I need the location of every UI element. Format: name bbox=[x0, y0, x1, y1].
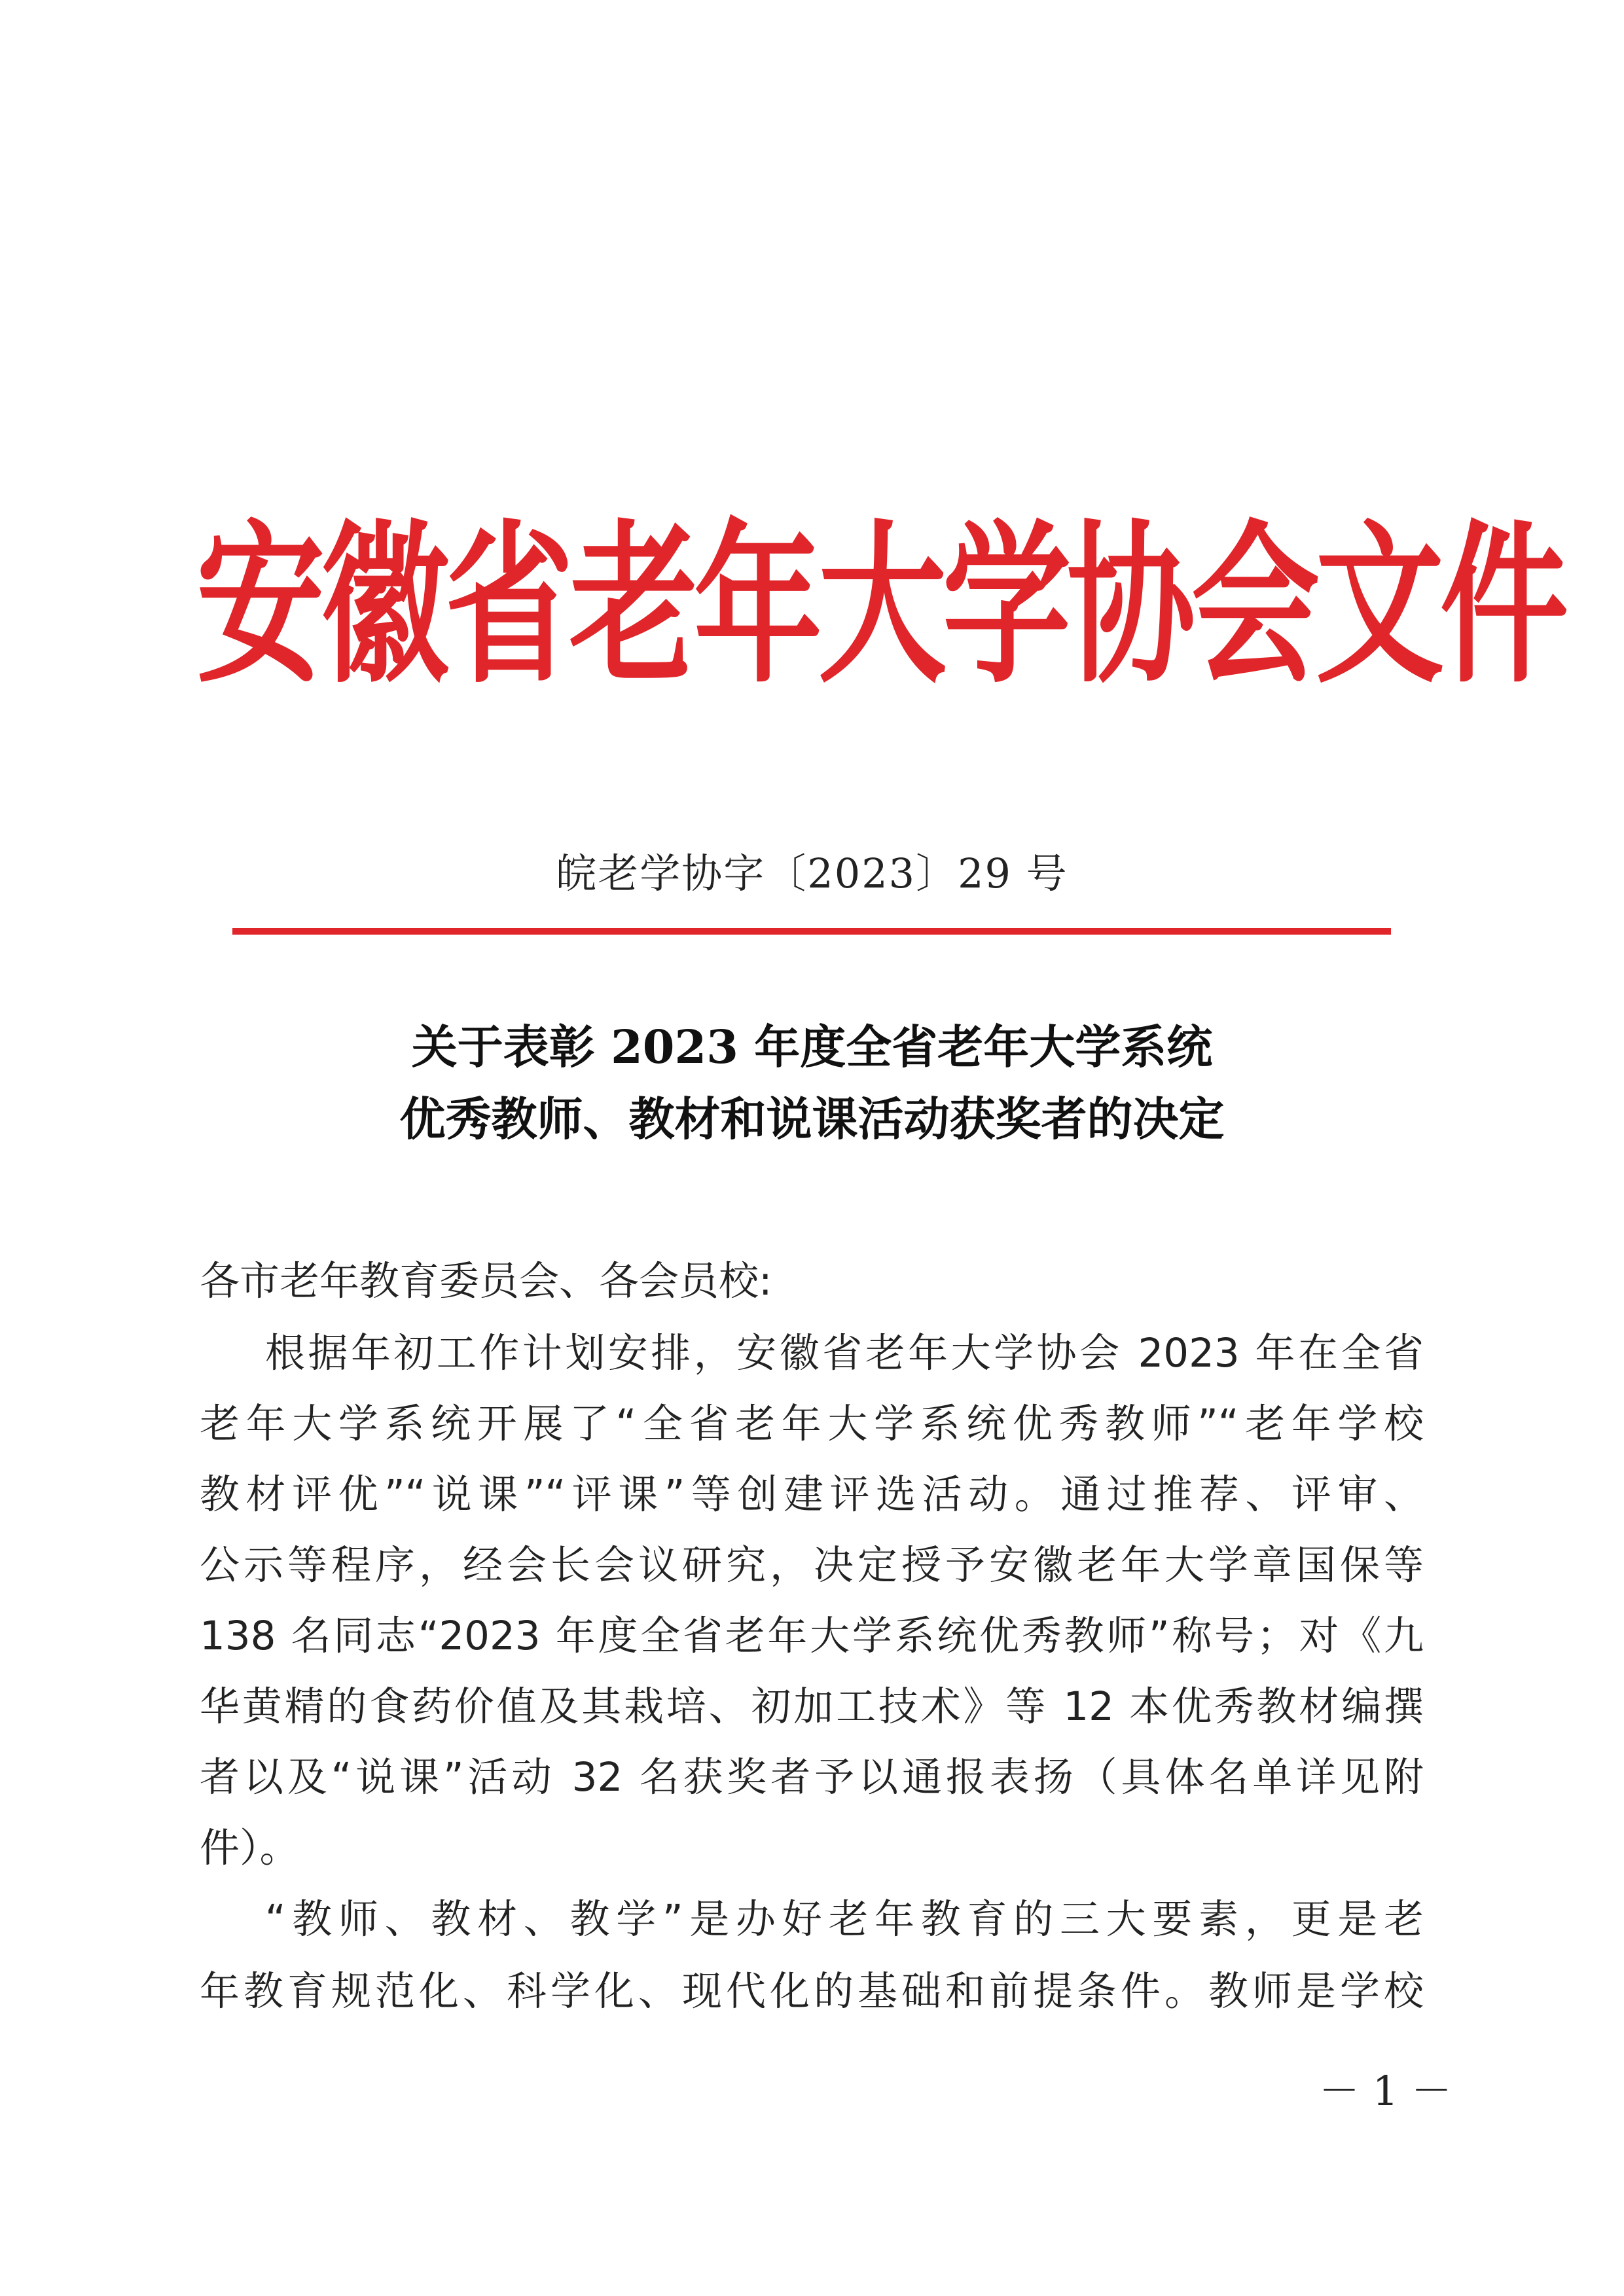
paragraph-1-line-6: 华黄精的食药价值及其栽培、初加工技术》等 12 本优秀教材编撰 bbox=[200, 1683, 1424, 1730]
paragraph-1-line-8: 件）。 bbox=[200, 1825, 300, 1871]
salutation: 各市老年教育委员会、各会员校: bbox=[200, 1258, 772, 1304]
document-title-line-1: 关于表彰 2023 年度全省老年大学系统 bbox=[411, 1020, 1213, 1074]
paragraph-1-line-5: 138 名同志“2023 年度全省老年大学系统优秀教师”称号；对《九 bbox=[200, 1613, 1424, 1659]
paragraph-2-line-1: “教师、教材、教学”是办好老年教育的三大要素，更是老 bbox=[265, 1896, 1424, 1943]
document-number: 皖老学协字〔2023〕29 号 bbox=[556, 850, 1068, 897]
page-number: － 1 － bbox=[1319, 2067, 1452, 2115]
paragraph-1-line-4: 公示等程序，经会长会议研究，决定授予安徽老年大学章国保等 bbox=[200, 1542, 1424, 1588]
paragraph-1-line-3: 教材评优”“说课”“评课”等创建评选活动。通过推荐、评审、 bbox=[200, 1471, 1424, 1518]
paragraph-1-line-2: 老年大学系统开展了“全省老年大学系统优秀教师”“老年学校 bbox=[200, 1401, 1424, 1447]
document-title-line-2: 优秀教师、教材和说课活动获奖者的决定 bbox=[399, 1092, 1225, 1146]
masthead-title: 安徽省老年大学协会文件 bbox=[196, 503, 1565, 708]
paragraph-1-line-1: 根据年初工作计划安排，安徽省老年大学协会 2023 年在全省 bbox=[265, 1330, 1424, 1376]
paragraph-1-line-7: 者以及“说课”活动 32 名获奖者予以通报表扬（具体名单详见附 bbox=[200, 1754, 1424, 1801]
paragraph-2-line-2: 年教育规范化、科学化、现代化的基础和前提条件。教师是学校 bbox=[200, 1968, 1424, 2015]
red-divider-rule bbox=[232, 928, 1391, 935]
